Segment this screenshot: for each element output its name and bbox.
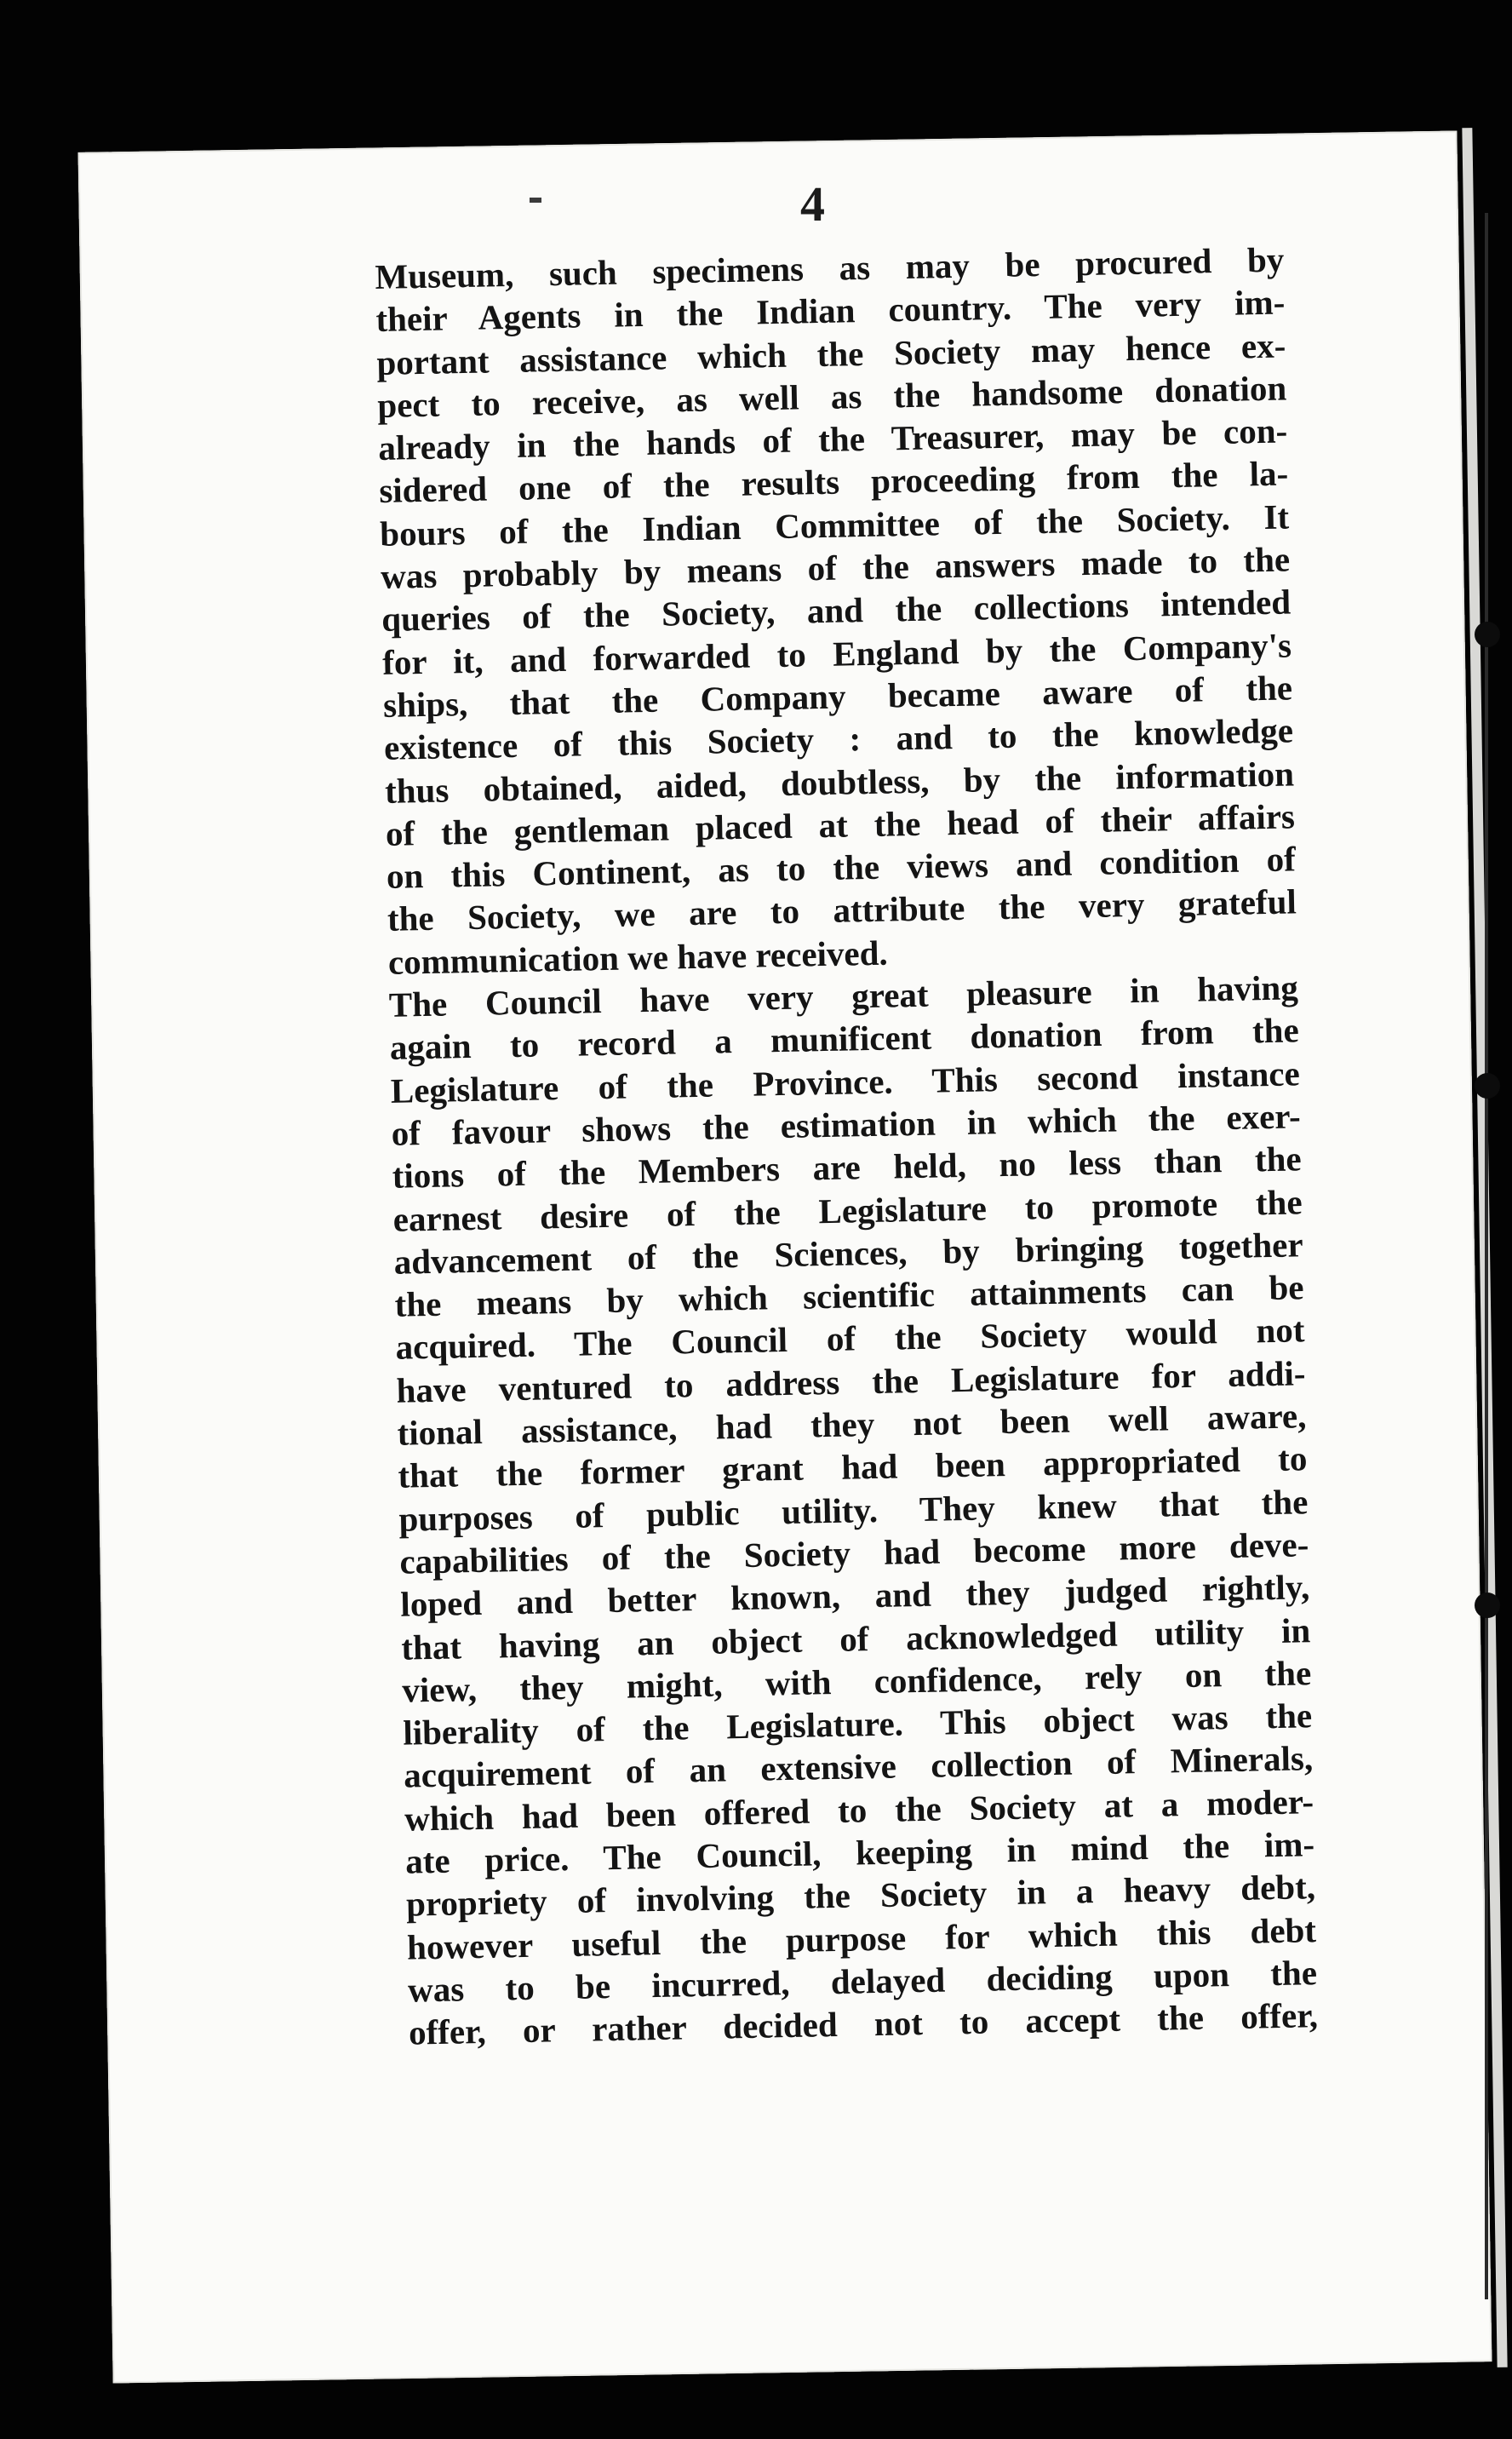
text-line: earnest desire of the Legislature to promote the — [392, 1181, 1303, 1239]
text-line: offer, or rather decided not to accept the offer, — [408, 1995, 1319, 2052]
text-line: acquired. The Council of the Society would not — [395, 1310, 1305, 1368]
text-line: liberality of the Legislature. This object was the — [402, 1696, 1313, 1753]
binding-line — [1485, 213, 1488, 2299]
text-line: that the former grant had been appropriated to — [398, 1438, 1308, 1496]
scan-mark — [530, 198, 541, 203]
text-line: capabilities of the Society had become more deve- — [399, 1524, 1309, 1581]
text-line: their Agents in the Indian country. The very im- — [375, 282, 1286, 340]
text-line: portant assistance which the Society may hence ex- — [375, 325, 1286, 382]
text-line: ships, that the Company became aware of the — [382, 668, 1293, 725]
text-line: however useful the purpose for which this debt — [406, 1909, 1317, 1967]
text-line: communication we have received. — [387, 933, 889, 982]
text-line: ate price. The Council, keeping in mind the im- — [404, 1824, 1315, 1881]
text-line: acquirement of an extensive collection of Minerals, — [403, 1738, 1314, 1796]
text-line: view, they might, with confidence, rely on the — [401, 1652, 1312, 1710]
text-line: again to record a munificent donation from the — [389, 1010, 1300, 1068]
text-line: purposes of public utility. They knew that the — [398, 1481, 1309, 1539]
text-line: on this Continent, as to the views and condition of — [386, 839, 1297, 897]
text-line: was probably by means of the answers made to the — [380, 539, 1291, 597]
text-line: The Council have very great pleasure in having — [388, 967, 1299, 1024]
binding-stitch — [1475, 1593, 1500, 1618]
text-line: tional assistance, had they not been well aware, — [397, 1396, 1307, 1453]
text-line: of the gentleman placed at the head of their affairs — [385, 796, 1296, 853]
text-line: existence of this Society : and to the knowledge — [383, 710, 1294, 768]
text-line: sidered one of the results proceeding from the la- — [378, 453, 1289, 511]
text-line: for it, and forwarded to England by the Company's — [381, 625, 1292, 682]
text-line: loped and better known, and they judged rightly, — [399, 1567, 1310, 1624]
text-line: of favour shows the estimation in which the exer- — [391, 1096, 1302, 1153]
text-line: advancement of the Sciences, by bringing together — [393, 1225, 1303, 1282]
text-line: Museum, such specimens as may be procured by — [375, 239, 1285, 296]
text-line: have ventured to address the Legislature for addi- — [396, 1352, 1306, 1410]
text-line: that having an object of acknowledged utility in — [400, 1610, 1311, 1667]
text-line: tions of the Members are held, no less than the — [392, 1139, 1303, 1197]
text-line: Legislature of the Province. This second instance — [390, 1053, 1301, 1110]
body-text — [375, 238, 1318, 2054]
page-number: 4 — [800, 176, 825, 232]
text-line: propriety of involving the Society in a heavy debt, — [405, 1867, 1316, 1924]
text-line: thus obtained, aided, doubtless, by the information — [384, 753, 1295, 811]
text-line: queries of the Society, and the collections intended — [381, 582, 1292, 640]
text-line: was to be incurred, delayed deciding upon the — [407, 1953, 1318, 2010]
text-line: which had been offered to the Society at a moder- — [404, 1781, 1314, 1839]
text-line: bours of the Indian Committee of the Society. It — [379, 496, 1290, 554]
binding-stitch — [1475, 1073, 1500, 1099]
binding-strip — [1473, 213, 1507, 2299]
text-line: the Society, we are to attribute the very grateful — [387, 881, 1297, 939]
binding-stitch — [1475, 622, 1500, 647]
text-line: already in the hands of the Treasurer, may be con- — [377, 410, 1288, 468]
text-line: the means by which scientific attainments can be — [394, 1267, 1304, 1324]
text-line: pect to receive, as well as the handsome donation — [376, 368, 1287, 425]
